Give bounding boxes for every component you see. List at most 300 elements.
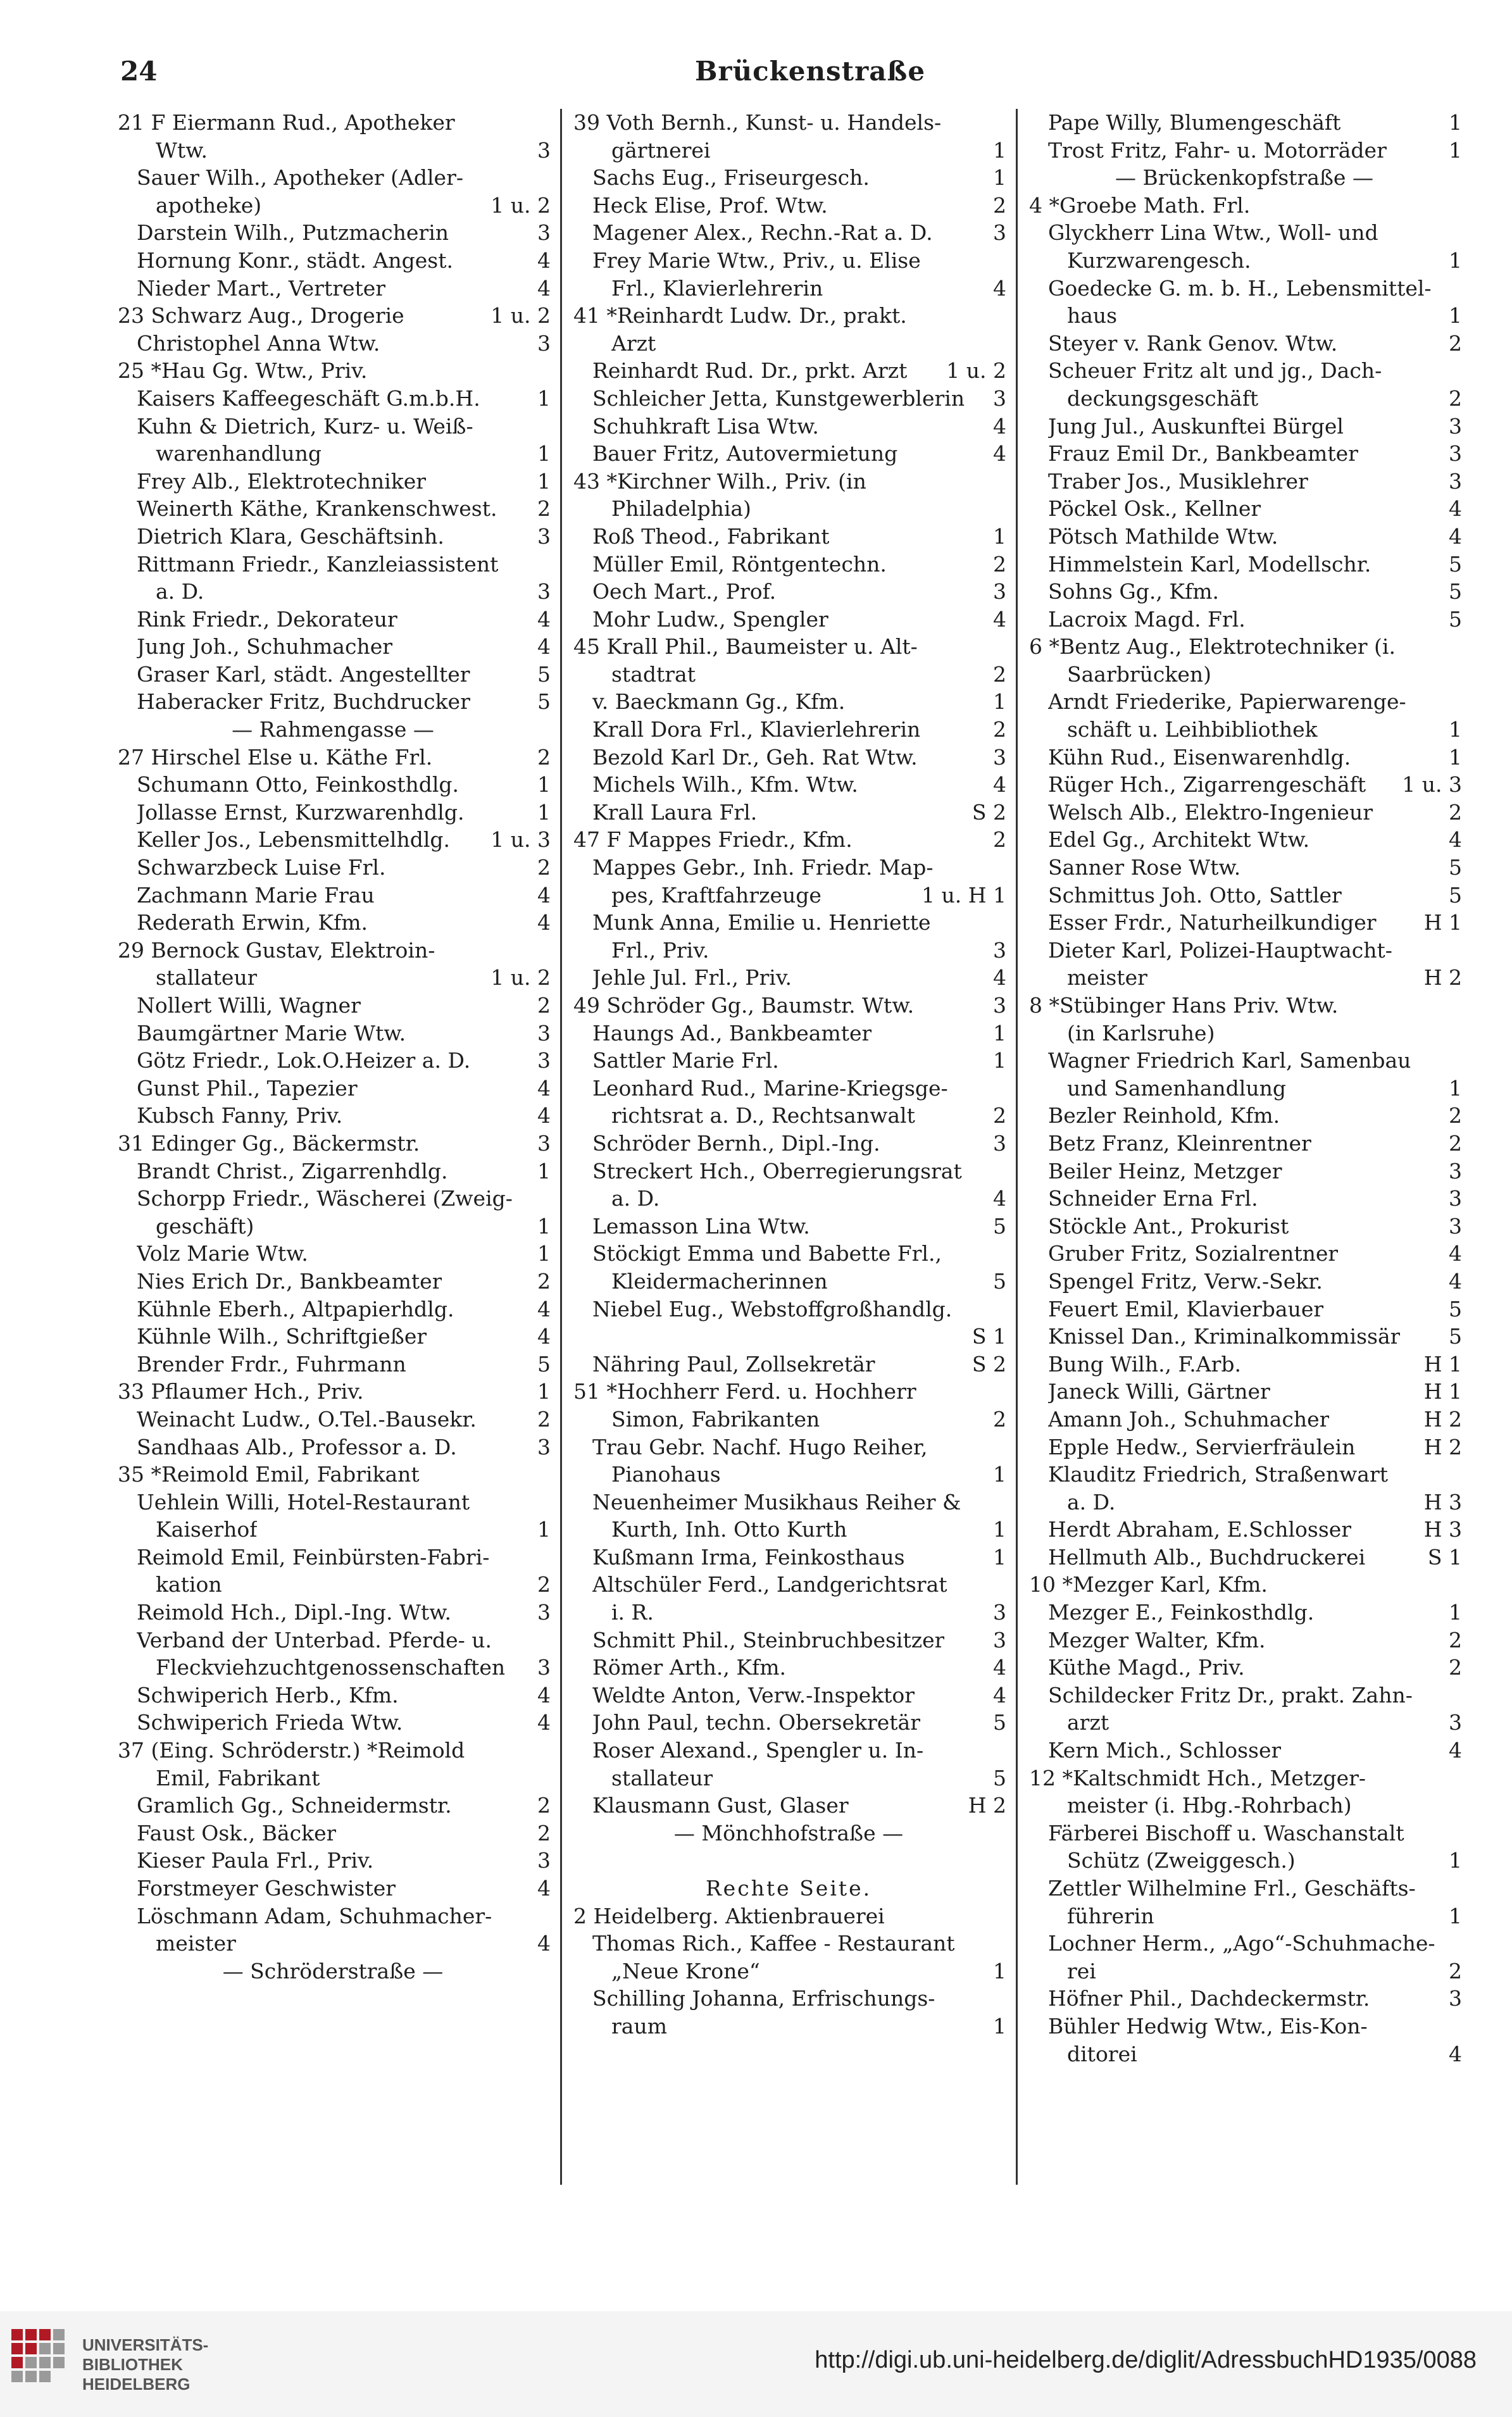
- entry-text: Wtw.: [156, 137, 208, 163]
- entry-text: Sohns Gg., Kfm.: [1048, 579, 1220, 604]
- entry-text: Haungs Ad., Bankbeamter: [592, 1020, 872, 1046]
- floor-number: 1: [1449, 1600, 1462, 1625]
- directory-line: [111, 688, 554, 716]
- entry-text: Dietrich Klara, Geschäftsinh.: [137, 523, 444, 549]
- floor-number: H 3: [1423, 1489, 1462, 1515]
- directory-line: [567, 826, 1010, 854]
- floor-number: 1: [537, 441, 551, 466]
- floor-number: H 2: [968, 1793, 1006, 1818]
- floor-number: 4: [1449, 496, 1462, 521]
- directory-line: [1023, 1489, 1466, 1516]
- floor-number: 4: [993, 1655, 1006, 1680]
- floor-number: 4: [1449, 1268, 1462, 1294]
- floor-number: 3: [537, 330, 551, 356]
- entry-text: Arndt Friederike, Papierwarenge-: [1048, 689, 1406, 715]
- column-middle: [567, 109, 1010, 2191]
- entry-text: Klauditz Friedrich, Straßenwart: [1048, 1462, 1388, 1487]
- directory-line: [567, 468, 1010, 496]
- entry-text: Goedecke G. m. b. H., Lebensmittel-: [1048, 275, 1432, 301]
- directory-line: [1023, 523, 1466, 551]
- entry-text: Nollert Willi, Wagner: [137, 993, 361, 1018]
- column-left: [111, 109, 554, 2191]
- entry-text: Schwiperich Herb., Kfm.: [137, 1682, 399, 1708]
- floor-number: 3: [993, 1130, 1006, 1156]
- directory-line: [1023, 1682, 1466, 1709]
- entry-text: Kühnle Wilh., Schriftgießer: [137, 1324, 427, 1349]
- entry-text: Wagner Friedrich Karl, Samenbau: [1048, 1048, 1411, 1073]
- directory-line: [1023, 2040, 1466, 2068]
- floor-number: 2: [1449, 1103, 1462, 1128]
- directory-line: [1023, 357, 1466, 385]
- entry-text: Reimold Hch., Dipl.-Ing. Wtw.: [137, 1600, 451, 1625]
- entry-text: 33 Pflaumer Hch., Priv.: [118, 1379, 364, 1404]
- page-number: 24: [120, 56, 158, 87]
- directory-line: [111, 1875, 554, 1902]
- directory-line: [1023, 1654, 1466, 1682]
- floor-number: 4: [993, 441, 1006, 466]
- entry-text: Reinhardt Rud. Dr., prkt. Arzt: [592, 358, 908, 384]
- entry-text: Zachmann Marie Frau: [137, 882, 375, 908]
- entry-text: stallateur: [156, 965, 258, 990]
- floor-number: 3: [993, 937, 1006, 963]
- floor-number: 3: [993, 744, 1006, 770]
- floor-number: 4: [1449, 1738, 1462, 1763]
- entry-text: Färberei Bischoff u. Waschanstalt: [1048, 1820, 1404, 1846]
- directory-line: [1023, 385, 1466, 413]
- directory-line: [111, 661, 554, 689]
- floor-number: 2: [993, 551, 1006, 577]
- directory-line: [111, 1268, 554, 1296]
- directory-line: [111, 1792, 554, 1820]
- entry-text: stallateur: [611, 1765, 713, 1790]
- entry-text: Forstmeyer Geschwister: [137, 1876, 396, 1901]
- floor-number: 3: [1449, 1186, 1462, 1211]
- library-name: [82, 2335, 208, 2394]
- directory-line: [567, 1902, 1010, 1930]
- directory-line: [1023, 1820, 1466, 1847]
- floor-number: 3: [537, 137, 551, 163]
- floor-number: 1 u. 2: [490, 192, 551, 218]
- directory-line: [1023, 1185, 1466, 1213]
- floor-number: 1: [1449, 303, 1462, 328]
- entry-text: 21 F Eiermann Rud., Apotheker: [118, 110, 455, 135]
- directory-line: [111, 551, 554, 578]
- directory-line: [1023, 992, 1466, 1020]
- floor-number: 3: [537, 220, 551, 246]
- entry-text: Kuhn & Dietrich, Kurz- u. Weiß-: [137, 413, 473, 439]
- entry-text: Nies Erich Dr., Bankbeamter: [137, 1268, 442, 1294]
- entry-text: Kleidermacherinnen: [611, 1268, 828, 1294]
- entry-text: Schmitt Phil., Steinbruchbesitzer: [592, 1627, 945, 1652]
- floor-number: 5: [1449, 551, 1462, 577]
- floor-number: 1: [993, 1462, 1006, 1487]
- entry-text: Pötsch Mathilde Wtw.: [1048, 523, 1278, 549]
- floor-number: 5: [1449, 1296, 1462, 1321]
- floor-number: 2: [1449, 330, 1462, 356]
- floor-number: 1: [1449, 717, 1462, 742]
- directory-line: [567, 1185, 1010, 1213]
- directory-line: [111, 1433, 554, 1461]
- floor-number: 2: [1449, 1130, 1462, 1156]
- entry-text: Thomas Rich., Kaffee - Restaurant: [592, 1931, 955, 1956]
- entry-text: 29 Bernock Gustav, Elektroin-: [118, 937, 435, 963]
- entry-text: meister (i. Hbg.-Rohrbach): [1067, 1793, 1352, 1818]
- entry-text: 8 *Stübinger Hans Priv. Wtw.: [1029, 993, 1339, 1018]
- entry-text: Fleckviehzuchtgenossenschaften: [156, 1655, 506, 1680]
- entry-text: Esser Frdr., Naturheilkundiger: [1048, 910, 1377, 935]
- directory-line: [567, 1351, 1010, 1378]
- entry-text: 4 *Groebe Math. Frl.: [1029, 192, 1251, 218]
- entry-text: Nähring Paul, Zollsekretär: [592, 1351, 875, 1377]
- directory-line: [567, 854, 1010, 882]
- directory-line: [567, 1627, 1010, 1654]
- directory-line: [111, 1130, 554, 1158]
- entry-text: Altschüler Ferd., Landgerichtsrat: [592, 1572, 947, 1597]
- directory-line: [567, 1875, 1010, 1902]
- directory-line: [111, 275, 554, 303]
- directory-line: [1023, 1075, 1466, 1102]
- floor-number: H 2: [1423, 965, 1462, 990]
- floor-number: 2: [537, 1406, 551, 1432]
- directory-line: [567, 330, 1010, 358]
- directory-line: [111, 1351, 554, 1378]
- floor-number: 3: [993, 1627, 1006, 1652]
- directory-line: [1023, 192, 1466, 220]
- floor-number: 4: [537, 1324, 551, 1349]
- directory-line: [111, 937, 554, 965]
- floor-number: 3: [1449, 1213, 1462, 1239]
- entry-text: führerin: [1067, 1903, 1154, 1928]
- entry-text: Bezler Reinhold, Kfm.: [1048, 1103, 1280, 1128]
- entry-text: Leonhard Rud., Marine-Kriegsge-: [592, 1075, 948, 1101]
- entry-text: 39 Voth Bernh., Kunst- u. Handels-: [573, 110, 942, 135]
- directory-line: [1023, 1902, 1466, 1930]
- floor-number: H 3: [1423, 1517, 1462, 1542]
- entry-text: Sauer Wilh., Apotheker (Adler-: [137, 165, 463, 190]
- floor-number: 3: [993, 993, 1006, 1018]
- directory-line: [1023, 1351, 1466, 1378]
- entry-text: Brandt Christ., Zigarrenhdlg.: [137, 1158, 448, 1184]
- entry-text: Himmelstein Karl, Modellschr.: [1048, 551, 1371, 577]
- directory-line: [567, 137, 1010, 165]
- entry-text: Kubsch Fanny, Priv.: [137, 1103, 343, 1128]
- directory-line: [567, 1709, 1010, 1737]
- directory-line: [111, 826, 554, 854]
- entry-text: Bühler Hedwig Wtw., Eis-Kon-: [1048, 2013, 1368, 2039]
- directory-line: [111, 1020, 554, 1047]
- floor-number: 1: [993, 165, 1006, 190]
- directory-line: [567, 1544, 1010, 1571]
- entry-text: Gruber Fritz, Sozialrentner: [1048, 1241, 1339, 1266]
- directory-line: [111, 1682, 554, 1709]
- entry-text: Weinerth Käthe, Krankenschwest.: [137, 496, 497, 521]
- directory-line: [567, 992, 1010, 1020]
- floor-number: 1: [993, 1048, 1006, 1073]
- directory-line: [111, 302, 554, 330]
- directory-line: [567, 1489, 1010, 1516]
- floor-number: 2: [537, 855, 551, 880]
- entry-text: Kühnle Eberh., Altpapierhdlg.: [137, 1296, 454, 1321]
- entry-text: 45 Krall Phil., Baumeister u. Alt-: [573, 634, 918, 659]
- floor-number: 1: [993, 1020, 1006, 1046]
- floor-number: 2: [993, 1406, 1006, 1432]
- directory-line: [567, 164, 1010, 192]
- directory-line: [111, 495, 554, 523]
- directory-line: [1023, 716, 1466, 744]
- directory-line: [111, 1627, 554, 1654]
- entry-text: Epple Hedw., Servierfräulein: [1048, 1434, 1356, 1459]
- directory-line: [567, 1268, 1010, 1296]
- entry-text: Kußmann Irma, Feinkosthaus: [592, 1544, 905, 1570]
- directory-line: [111, 964, 554, 992]
- floor-number: 3: [1449, 1710, 1462, 1735]
- directory-line: [567, 192, 1010, 220]
- floor-number: 4: [993, 606, 1006, 632]
- entry-text: Jollasse Ernst, Kurzwarenhdlg.: [137, 799, 465, 825]
- entry-text: a. D.: [611, 1186, 660, 1211]
- directory-line: [111, 1847, 554, 1875]
- directory-line: [1023, 661, 1466, 689]
- directory-line: [567, 357, 1010, 385]
- directory-line: [111, 192, 554, 220]
- floor-number: 2: [537, 1268, 551, 1294]
- directory-line: [111, 523, 554, 551]
- directory-line: [111, 1489, 554, 1516]
- entry-text: Spengel Fritz, Verw.-Sekr.: [1048, 1268, 1323, 1294]
- entry-text: Rechte Seite.: [705, 1876, 872, 1901]
- entry-text: Höfner Phil., Dachdeckermstr.: [1048, 1986, 1370, 2011]
- entry-text: 51 *Hochherr Ferd. u. Hochherr: [573, 1379, 916, 1404]
- directory-line: [1023, 826, 1466, 854]
- entry-text: Uehlein Willi, Hotel-Restaurant: [137, 1489, 470, 1515]
- entry-text: 47 F Mappes Friedr., Kfm.: [573, 827, 853, 853]
- directory-line: [567, 1737, 1010, 1764]
- running-title: Brückenstraße: [694, 56, 926, 87]
- library-name-line: BIBLIOTHEK: [82, 2355, 183, 2374]
- directory-line: [1023, 578, 1466, 606]
- entry-text: Klausmann Gust, Glaser: [592, 1793, 849, 1818]
- floor-number: 4: [993, 1682, 1006, 1708]
- entry-text: Jung Jul., Auskunftei Bürgel: [1048, 413, 1344, 439]
- university-library-logo-icon: [11, 2329, 75, 2392]
- entry-text: a. D.: [156, 579, 204, 604]
- floor-number: 1: [1449, 1903, 1462, 1928]
- entry-text: Heck Elise, Prof. Wtw.: [592, 192, 828, 218]
- footer-bar: [0, 2311, 1512, 2417]
- floor-number: 1: [993, 1517, 1006, 1542]
- entry-text: Schuhkraft Lisa Wtw.: [592, 413, 819, 439]
- floor-number: 4: [1449, 827, 1462, 853]
- directory-line: [111, 992, 554, 1020]
- directory-line: [111, 109, 554, 137]
- directory-line: [111, 882, 554, 909]
- directory-line: [1023, 1792, 1466, 1820]
- floor-number: 1: [537, 1517, 551, 1542]
- entry-text: Baumgärtner Marie Wtw.: [137, 1020, 406, 1046]
- floor-number: 4: [537, 606, 551, 632]
- directory-line: [567, 744, 1010, 771]
- entry-text: stadtrat: [611, 661, 696, 687]
- directory-line: [1023, 1599, 1466, 1627]
- entry-text: 41 *Reinhardt Ludw. Dr., prakt.: [573, 303, 907, 328]
- floor-number: 2: [537, 1793, 551, 1818]
- directory-line: [111, 1461, 554, 1489]
- directory-line: [111, 1047, 554, 1075]
- entry-text: Sattler Marie Frl.: [592, 1048, 779, 1073]
- entry-text: ditorei: [1067, 2041, 1137, 2066]
- page-header: [120, 56, 1500, 94]
- entry-text: Stöckle Ant., Prokurist: [1048, 1213, 1289, 1239]
- source-url[interactable]: http://digi.ub.uni-heidelberg.de/diglit/AdressbuchHD1935/0088: [815, 2347, 1477, 2373]
- entry-text: Beiler Heinz, Metzger: [1048, 1158, 1282, 1184]
- directory-line: [1023, 1461, 1466, 1489]
- entry-text: 2 Heidelberg. Aktienbrauerei: [573, 1903, 885, 1928]
- entry-text: Bezold Karl Dr., Geh. Rat Wtw.: [592, 744, 918, 770]
- directory-line: [111, 909, 554, 937]
- entry-text: 12 *Kaltschmidt Hch., Metzger-: [1029, 1765, 1366, 1790]
- library-name-line: UNIVERSITÄTS-: [82, 2335, 209, 2354]
- entry-text: 35 *Reimold Emil, Fabrikant: [118, 1462, 420, 1487]
- floor-number: 3: [537, 523, 551, 549]
- directory-line: [567, 688, 1010, 716]
- directory-line: [111, 1902, 554, 1930]
- directory-line: [567, 302, 1010, 330]
- directory-line: [111, 385, 554, 413]
- entry-text: Hellmuth Alb., Buchdruckerei: [1048, 1544, 1366, 1570]
- floor-number: 1 u. 2: [946, 358, 1006, 384]
- directory-line: [1023, 2013, 1466, 2040]
- directory-line: [1023, 964, 1466, 992]
- directory-line: [567, 1599, 1010, 1627]
- entry-text: Lochner Herm., „Ago“-Schuhmache-: [1048, 1931, 1435, 1956]
- entry-text: Saarbrücken): [1067, 661, 1212, 687]
- entry-text: Steyer v. Rank Genov. Wtw.: [1048, 330, 1338, 356]
- directory-line: [567, 219, 1010, 247]
- entry-text: Christophel Anna Wtw.: [137, 330, 380, 356]
- entry-text: 49 Schröder Gg., Baumstr. Wtw.: [573, 993, 915, 1018]
- directory-line: [111, 1075, 554, 1102]
- entry-text: Lacroix Magd. Frl.: [1048, 606, 1246, 632]
- floor-number: 5: [993, 1710, 1006, 1735]
- floor-number: 4: [993, 772, 1006, 797]
- entry-text: Magener Alex., Rechn.-Rat a. D.: [592, 220, 933, 246]
- directory-line: [111, 357, 554, 385]
- directory-line: [567, 716, 1010, 744]
- floor-number: 3: [537, 1434, 551, 1459]
- directory-line: [567, 578, 1010, 606]
- floor-number: 1: [1449, 110, 1462, 135]
- entry-text: Kaisers Kaffeegeschäft G.m.b.H.: [137, 385, 480, 411]
- directory-line: [1023, 1544, 1466, 1571]
- entry-text: Munk Anna, Emilie u. Henriette: [592, 910, 931, 935]
- directory-line: [1023, 302, 1466, 330]
- directory-line: [1023, 440, 1466, 468]
- entry-text: 27 Hirschel Else u. Käthe Frl.: [118, 744, 433, 770]
- floor-number: 1: [537, 1379, 551, 1404]
- entry-text: Janeck Willi, Gärtner: [1048, 1379, 1270, 1404]
- directory-line: [1023, 468, 1466, 496]
- directory-line: [567, 1985, 1010, 2013]
- floor-number: S 1: [972, 1324, 1006, 1349]
- entry-text: — Brückenkopfstraße —: [1115, 165, 1373, 190]
- directory-line: [567, 633, 1010, 661]
- directory-line: [111, 1378, 554, 1406]
- entry-text: Rink Friedr., Dekorateur: [137, 606, 397, 632]
- directory-line: [1023, 854, 1466, 882]
- floor-number: 2: [993, 1103, 1006, 1128]
- floor-number: 2: [537, 744, 551, 770]
- directory-line: [1023, 1213, 1466, 1240]
- directory-line: [567, 247, 1010, 275]
- directory-line: [111, 1406, 554, 1433]
- directory-line: [111, 1571, 554, 1599]
- floor-number: 1: [537, 1158, 551, 1184]
- directory-line: [567, 1461, 1010, 1489]
- entry-text: Schorpp Friedr., Wäscherei (Zweig-: [137, 1186, 513, 1211]
- directory-line: [111, 1599, 554, 1627]
- directory-line: [567, 661, 1010, 689]
- entry-text: Schwarzbeck Luise Frl.: [137, 855, 386, 880]
- directory-line: [111, 716, 554, 744]
- entry-text: Welsch Alb., Elektro-Ingenieur: [1048, 799, 1373, 825]
- entry-text: Betz Franz, Kleinrentner: [1048, 1130, 1311, 1156]
- floor-number: H 2: [1423, 1434, 1462, 1459]
- entry-text: Weldte Anton, Verw.-Inspektor: [592, 1682, 915, 1708]
- floor-number: 2: [993, 717, 1006, 742]
- directory-line: [1023, 1571, 1466, 1599]
- floor-number: 1: [993, 137, 1006, 163]
- floor-number: 4: [537, 1876, 551, 1901]
- floor-number: 4: [993, 275, 1006, 301]
- entry-text: Römer Arth., Kfm.: [592, 1655, 787, 1680]
- entry-text: raum: [611, 2013, 667, 2039]
- directory-line: [567, 523, 1010, 551]
- entry-text: Nieder Mart., Vertreter: [137, 275, 386, 301]
- entry-text: Roß Theod., Fabrikant: [592, 523, 830, 549]
- floor-number: H 1: [1423, 1351, 1462, 1377]
- floor-number: 3: [1449, 441, 1462, 466]
- entry-text: 31 Edinger Gg., Bäckermstr.: [118, 1130, 420, 1156]
- entry-text: meister: [1067, 965, 1147, 990]
- directory-line: [111, 1158, 554, 1185]
- floor-number: 3: [1449, 1986, 1462, 2011]
- entry-text: Niebel Eug., Webstoffgroßhandlg.: [592, 1296, 953, 1321]
- floor-number: 5: [537, 1351, 551, 1377]
- entry-text: Rittmann Friedr., Kanzleiassistent: [137, 551, 499, 577]
- entry-text: Oech Mart., Prof.: [592, 579, 777, 604]
- floor-number: 3: [993, 220, 1006, 246]
- floor-number: 4: [537, 1103, 551, 1128]
- column-right: [1023, 109, 1466, 2191]
- entry-text: „Neue Krone“: [611, 1958, 760, 1983]
- entry-text: Graser Karl, städt. Angestellter: [137, 661, 470, 687]
- entry-text: Sanner Rose Wtw.: [1048, 855, 1241, 880]
- floor-number: 3: [993, 1600, 1006, 1625]
- directory-line: [567, 1847, 1010, 1875]
- entry-text: Reimold Emil, Feinbürsten-Fabri-: [137, 1544, 490, 1570]
- directory-line: [567, 551, 1010, 578]
- directory-line: [567, 1682, 1010, 1709]
- floor-number: 4: [537, 910, 551, 935]
- floor-number: 3: [537, 1655, 551, 1680]
- directory-line: [1023, 1433, 1466, 1461]
- directory-line: [1023, 744, 1466, 771]
- directory-line: [1023, 1847, 1466, 1875]
- directory-line: [567, 109, 1010, 137]
- floor-number: 1: [993, 689, 1006, 715]
- floor-number: 4: [993, 1186, 1006, 1211]
- entry-text: Schleicher Jetta, Kunstgewerblerin: [592, 385, 965, 411]
